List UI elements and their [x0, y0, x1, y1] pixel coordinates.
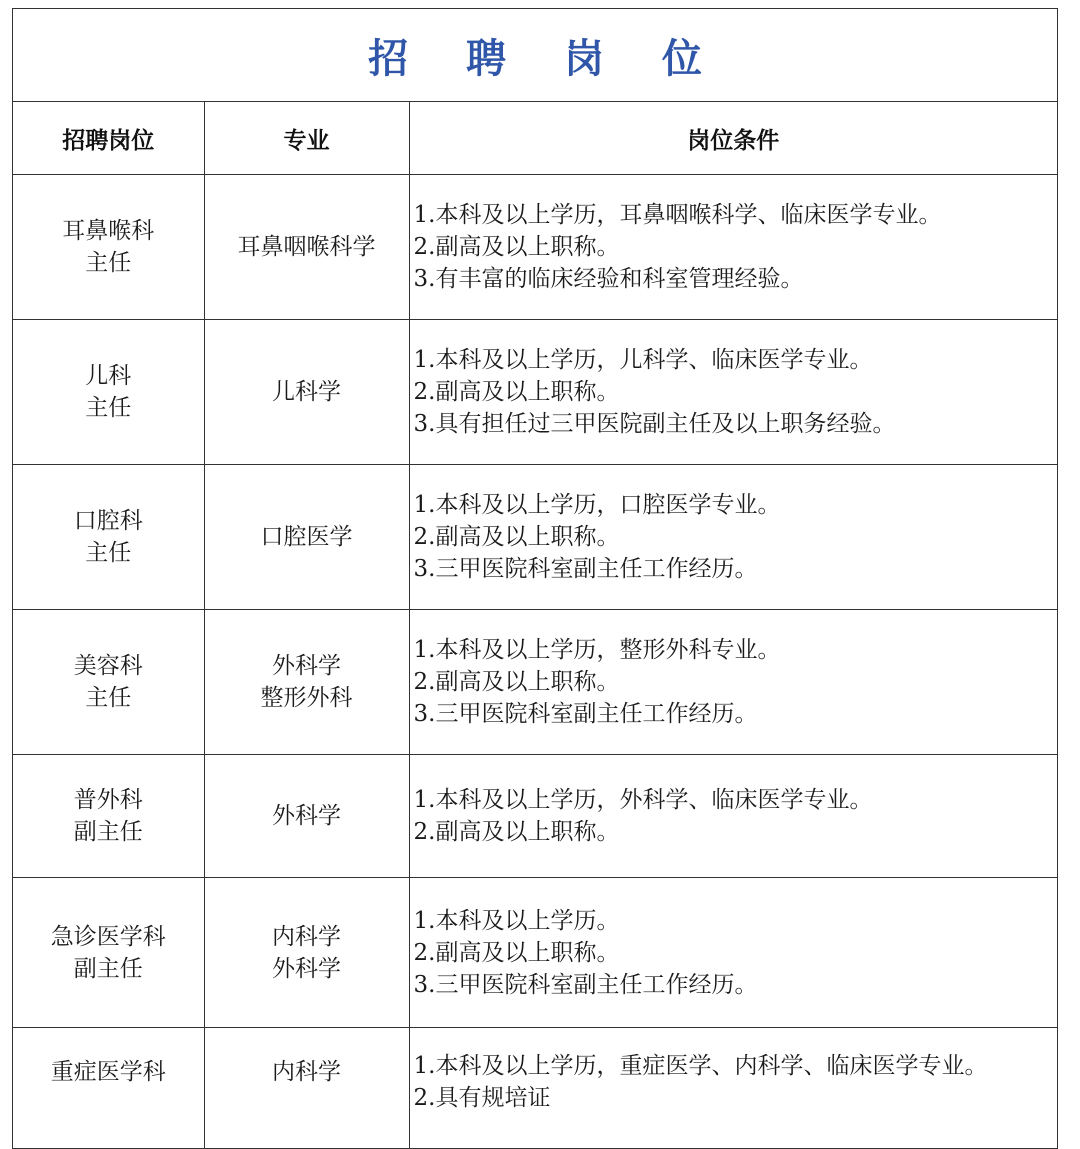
condition-line: 1.本科及以上学历，整形外科专业。	[413, 637, 781, 663]
position-cell	[13, 1028, 204, 1149]
position-text: 口腔科	[73, 508, 143, 534]
condition-line: 3.三甲医院科室副主任工作经历。	[413, 971, 758, 998]
header-position: 招聘岗位	[13, 102, 204, 175]
position-text: 副主任	[73, 955, 143, 982]
recruitment-sheet	[12, 8, 1058, 1149]
major-cell	[204, 878, 409, 1028]
position-text: 儿科	[85, 363, 132, 389]
position-cell	[13, 465, 204, 610]
position-text: 主任	[85, 540, 132, 566]
condition-line: 2.副高及以上职称。	[413, 669, 620, 695]
condition-line: 2.副高及以上职称。	[413, 234, 620, 260]
position-text: 普外科	[73, 787, 143, 813]
condition-line: 2.副高及以上职称。	[413, 524, 620, 550]
position-text: 急诊医学科	[50, 923, 166, 950]
table-row	[13, 465, 1057, 610]
condition-line: 2.副高及以上职称。	[413, 939, 620, 966]
major-cell	[204, 465, 409, 610]
major-text: 儿科学	[272, 379, 341, 405]
page-title: 招 聘 岗 位	[368, 35, 724, 82]
header-major: 专业	[204, 102, 409, 175]
conditions-cell	[409, 465, 1057, 610]
position-text: 美容科	[73, 653, 143, 679]
major-text: 外科学	[272, 653, 341, 679]
conditions-cell	[409, 175, 1057, 320]
position-cell	[13, 175, 204, 320]
condition-line: 1.本科及以上学历，耳鼻咽喉科学、临床医学专业。	[413, 202, 942, 228]
major-cell	[204, 610, 409, 755]
condition-line: 1.本科及以上学历，外科学、临床医学专业。	[413, 787, 873, 813]
major-text: 耳鼻咽喉科学	[237, 234, 376, 260]
condition-line: 3.三甲医院科室副主任工作经历。	[413, 701, 758, 727]
major-cell	[204, 755, 409, 878]
position-text: 副主任	[73, 819, 143, 845]
major-text: 内科学	[272, 1059, 341, 1085]
condition-line: 1.本科及以上学历。	[413, 907, 620, 934]
major-text: 外科学	[272, 955, 341, 982]
conditions-cell	[409, 610, 1057, 755]
table-row	[13, 175, 1057, 320]
title-row	[13, 9, 1057, 102]
condition-line: 1.本科及以上学历，儿科学、临床医学专业。	[413, 347, 873, 373]
table-row	[13, 320, 1057, 465]
major-text: 整形外科	[260, 685, 353, 711]
table-row	[13, 755, 1057, 878]
table-header-row	[13, 102, 1057, 175]
recruitment-table	[13, 102, 1057, 1149]
position-text: 重症医学科	[50, 1059, 166, 1085]
position-text: 耳鼻喉科	[62, 218, 155, 244]
condition-line: 2.副高及以上职称。	[413, 379, 620, 405]
condition-line: 1.本科及以上学历，重症医学、内科学、临床医学专业。	[413, 1053, 988, 1079]
position-text: 主任	[85, 250, 132, 276]
major-cell	[204, 320, 409, 465]
condition-line: 3.有丰富的临床经验和科室管理经验。	[413, 266, 804, 292]
major-text: 外科学	[272, 803, 341, 829]
table-row	[13, 878, 1057, 1028]
condition-line: 2.副高及以上职称。	[413, 819, 620, 845]
table-row	[13, 610, 1057, 755]
major-cell	[204, 175, 409, 320]
position-text: 主任	[85, 395, 132, 421]
position-text: 主任	[85, 685, 132, 711]
major-cell	[204, 1028, 409, 1149]
conditions-cell	[409, 755, 1057, 878]
condition-line: 3.三甲医院科室副主任工作经历。	[413, 556, 758, 582]
conditions-cell	[409, 878, 1057, 1028]
position-cell	[13, 610, 204, 755]
header-conditions: 岗位条件	[409, 102, 1057, 175]
conditions-cell	[409, 320, 1057, 465]
major-text: 内科学	[272, 923, 341, 950]
major-text: 口腔医学	[260, 524, 353, 550]
condition-line: 3.具有担任过三甲医院副主任及以上职务经验。	[413, 411, 896, 437]
table-row	[13, 1028, 1057, 1149]
position-cell	[13, 320, 204, 465]
position-cell	[13, 755, 204, 878]
position-cell	[13, 878, 204, 1028]
conditions-cell	[409, 1028, 1057, 1149]
condition-line: 2.具有规培证	[413, 1085, 551, 1111]
condition-line: 1.本科及以上学历，口腔医学专业。	[413, 492, 781, 518]
